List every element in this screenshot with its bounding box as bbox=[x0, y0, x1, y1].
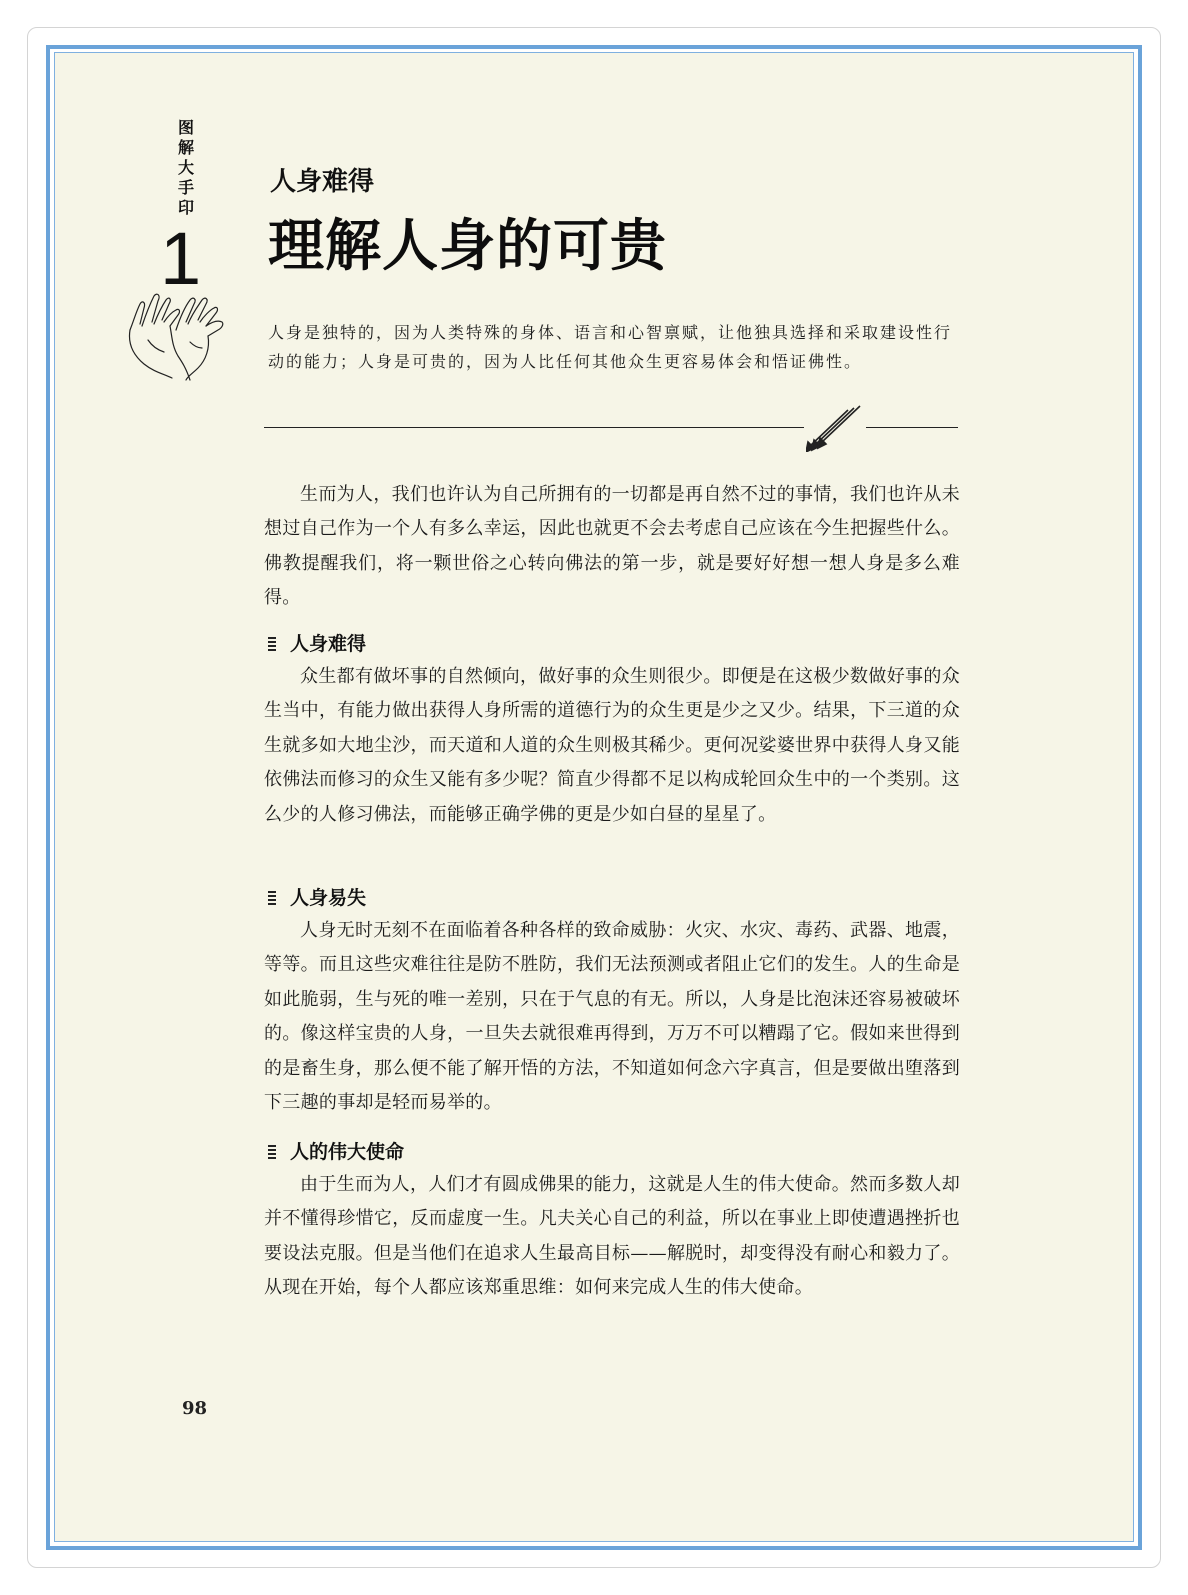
page-title: 理解人身的可贵 bbox=[268, 214, 667, 279]
section-heading-text: 人的伟大使命 bbox=[290, 1141, 405, 1163]
side-book-label: 图解大手印 bbox=[177, 118, 194, 217]
opening-paragraph: 生而为人，我们也许认为自己所拥有的一切都是再自然不过的事情，我们也许从未想过自己作为一个人有多么幸运，因此也就更不会去考虑自己应该在今生把握些什么。佛教提醒我们，将一颗世俗之心转向佛法的第一步，就是要好好想一想人身是多么难得。 bbox=[264, 484, 960, 609]
section-1 bbox=[264, 628, 960, 832]
chapter-number: 1 bbox=[160, 217, 202, 300]
section-subtitle: 人身难得 bbox=[270, 167, 375, 197]
page-number: 98 bbox=[182, 1398, 208, 1419]
section-heading bbox=[264, 628, 960, 660]
divider-line-right bbox=[866, 427, 958, 428]
opening-block bbox=[264, 478, 960, 616]
section-3 bbox=[264, 1136, 960, 1306]
section-paragraph: 由于生而为人，人们才有圆成佛果的能力，这就是人生的伟大使命。然而多数人却并不懂得珍惜它，反而虚度一生。凡夫关心自己的利益，所以在事业上即使遭遇挫折也要设法克服。但是当他们在追求人生最高目标——解脱时，却变得没有耐心和毅力了。从现在开始，每个人都应该郑重思维：如何来完成人生的伟大使命。 bbox=[264, 1174, 960, 1299]
section-bullet-icon bbox=[268, 891, 276, 905]
section-heading bbox=[264, 1136, 960, 1168]
intro-paragraph: 人身是独特的，因为人类特殊的身体、语言和心智禀赋，让他独具选择和采取建设性行动的能力；人身是可贵的，因为人比任何其他众生更容易体会和悟证佛性。 bbox=[268, 323, 953, 371]
section-heading-text: 人身难得 bbox=[290, 633, 367, 655]
section-heading-text: 人身易失 bbox=[290, 887, 367, 909]
section-heading bbox=[264, 882, 960, 914]
section-2 bbox=[264, 882, 960, 1120]
arrows-icon bbox=[806, 402, 864, 452]
praying-hands-icon bbox=[120, 290, 230, 382]
section-paragraph: 人身无时无刻不在面临着各种各样的致命威胁：火灾、水灾、毒药、武器、地震，等等。而且这些灾难往往是防不胜防，我们无法预测或者阻止它们的发生。人的生命是如此脆弱，生与死的唯一差别，只在于气息的有无。所以，人身是比泡沫还容易被破坏的。像这样宝贵的人身，一旦失去就很难再得到，万万不可以糟蹋了它。假如来世得到的是畜生身，那么便不能了解开悟的方法，不知道如何念六字真言，但是要做出堕落到下三趣的事却是轻而易举的。 bbox=[264, 920, 960, 1114]
section-bullet-icon bbox=[268, 1145, 276, 1159]
divider-line-left bbox=[264, 427, 804, 428]
section-paragraph: 众生都有做坏事的自然倾向，做好事的众生则很少。即便是在这极少数做好事的众生当中，有能力做出获得人身所需的道德行为的众生更是少之又少。结果，下三道的众生就多如大地尘沙，而天道和人道的众生则极其稀少。更何况娑婆世界中获得人身又能依佛法而修习的众生又能有多少呢？简直少得都不足以构成轮回众生中的一个类别。这么少的人修习佛法，而能够正确学佛的更是少如白昼的星星了。 bbox=[264, 666, 960, 825]
section-bullet-icon bbox=[268, 637, 276, 651]
